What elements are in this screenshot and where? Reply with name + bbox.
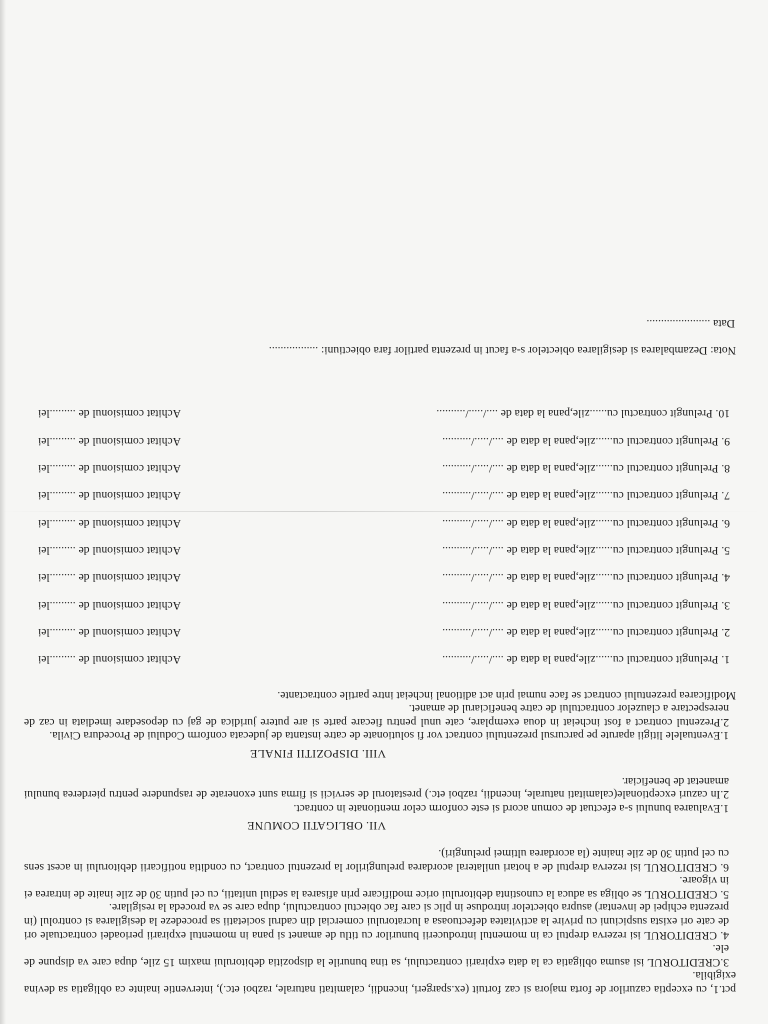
commission-text: Achitat comisionul de .........lei <box>38 462 181 476</box>
document-body <box>24 316 736 996</box>
commission-text: Achitat comisionul de .........lei <box>38 434 181 448</box>
extension-row <box>24 530 736 557</box>
unpacking-note: Nota: Dezambalarea si desigilarea obiectelor s-a facut in prezenta partilor fara obiectiuni: ................. <box>268 344 736 358</box>
paragraph-8-1: 1.Eventualele litigii aparute pe parcursul prezentului contract vor fi solutionate de catre instanta de judecata conform Codului de Procedura Civila. <box>49 729 729 743</box>
commission-text: Achitat comisionul de .........lei <box>38 571 181 585</box>
commission-text: Achitat comisionul de .........lei <box>38 516 181 530</box>
extension-row <box>24 448 736 475</box>
extension-text: 10. Prelungit contractul cu......zile,pana la data de ..../...../.......... <box>436 407 730 421</box>
date-field: Data ...................... <box>646 316 735 330</box>
extension-list <box>24 393 736 666</box>
extension-row <box>24 584 736 611</box>
extension-row <box>24 420 736 447</box>
commission-text: Achitat comisionul de .........lei <box>38 625 181 639</box>
paragraph-4: 4. CREDITORUL isi rezerva dreptul ca in momentul introducerii bunurilor cu titlu de amanet si pana in momentul expirarii perioadei contractuale ori de cate ori exista suspiciuni cu privire la activitatea defectuoasa a lucratorului comercial din cadrul societatii sa procedeze la desigilarea si controlul (in prezenta echipei de inventar) asupra obiectelor introduse in plic si care fac obiectul contractului, dupa care se va proceda la resigilare. <box>24 901 729 942</box>
paragraph-3: 3.CREDITORUL isi asuma obligatia ca la data expirarii contractului, sa tina bunurile la dispozitia debitorului maxim 15 zile, dupa care va dispune de ele. <box>24 942 729 969</box>
extension-text: 8. Prelungit contractul cu......zile,pana la data de ..../...../.......... <box>442 462 730 476</box>
paragraph-8-3: Modificarea prezentului contract se face numai prin act aditional incheiat intre partile contractante. <box>277 688 736 702</box>
extension-row <box>24 639 736 666</box>
commission-text: Achitat comisionul de .........lei <box>38 653 181 667</box>
extension-row <box>24 557 736 584</box>
extension-row <box>24 475 736 502</box>
extension-text: 1. Prelungit contractul cu......zile,pana la data de ..../...../.......... <box>442 653 730 667</box>
extension-text: 2. Prelungit contractul cu......zile,pana la data de ..../...../.......... <box>442 625 730 639</box>
paragraph-8-2: 2.Prezentul contract a fost incheiat in doua exemplare, cate unul pentru fiecare parte si are putere juridica de gaj cu deposedare imediata in caz de nerespectare a clauzelor contractului de catre beneficiarul de amanet. <box>24 702 729 729</box>
extension-text: 3. Prelungit contractul cu......zile,pana la data de ..../...../.......... <box>442 598 730 612</box>
extension-row <box>24 502 736 529</box>
extension-text: 4. Prelungit contractul cu......zile,pana la data de ..../...../.......... <box>442 571 730 585</box>
commission-text: Achitat comisionul de .........lei <box>38 407 181 421</box>
paragraph-pct1: pct.1, cu exceptia cazurilor de forta majora si caz fortuit (ex.spargeri, incendii, calamitati naturale, razboi etc.), interventie inainte ca obligatia sa devina exigibila. <box>24 969 736 996</box>
extension-text: 9. Prelungit contractul cu......zile,pana la data de ..../...../.......... <box>442 434 730 448</box>
extension-row <box>24 393 736 420</box>
paragraph-5: 5. CREDITORUL se obliga sa aduca la cunostinta debitorului orice modificare prin afisarea la sediul unitatii, cu cel putin 30 de zile inaite de intrarea ei in vigoare. <box>24 874 729 901</box>
extension-text: 7. Prelungit contractul cu......zile,pana la data de ..../...../.......... <box>442 489 730 503</box>
extension-text: 5. Prelungit contractul cu......zile,pana la data de ..../...../.......... <box>442 543 730 557</box>
commission-text: Achitat comisionul de .........lei <box>38 489 181 503</box>
section-heading-vii: VII. OBLIGATII COMUNE <box>247 819 386 834</box>
paragraph-7-2: 2.In cazuri exceptionale(calamitati naturale, incendii, razboi etc.) prestatorul de servicii si firma sunt exonerate de raspundere pentru pierderea bunului amanetat de beneficiar. <box>24 774 729 802</box>
extension-text: 6. Prelungit contractul cu......zile,pana la data de ..../...../.......... <box>442 516 730 530</box>
extension-row <box>24 612 736 639</box>
section-heading-viii: VIII. DISPOZITII FINALE <box>250 747 386 762</box>
paragraph-7-1: 1.Evaluarea bunului s-a efectuat de comun acord si este conform celor mentionate in contract. <box>293 801 729 815</box>
commission-text: Achitat comisionul de .........lei <box>38 598 181 612</box>
commission-text: Achitat comisionul de .........lei <box>38 543 181 557</box>
paragraph-6: 6. CREDITORUL isi rezerva dreptul de a hotari unilateral acordarea prelungirilor la prezentul contract, cu conditia notificarii debitorului in acest sens cu cel putin 30 de zile inainte (la acordarea ultimei prelungiri). <box>24 847 729 874</box>
